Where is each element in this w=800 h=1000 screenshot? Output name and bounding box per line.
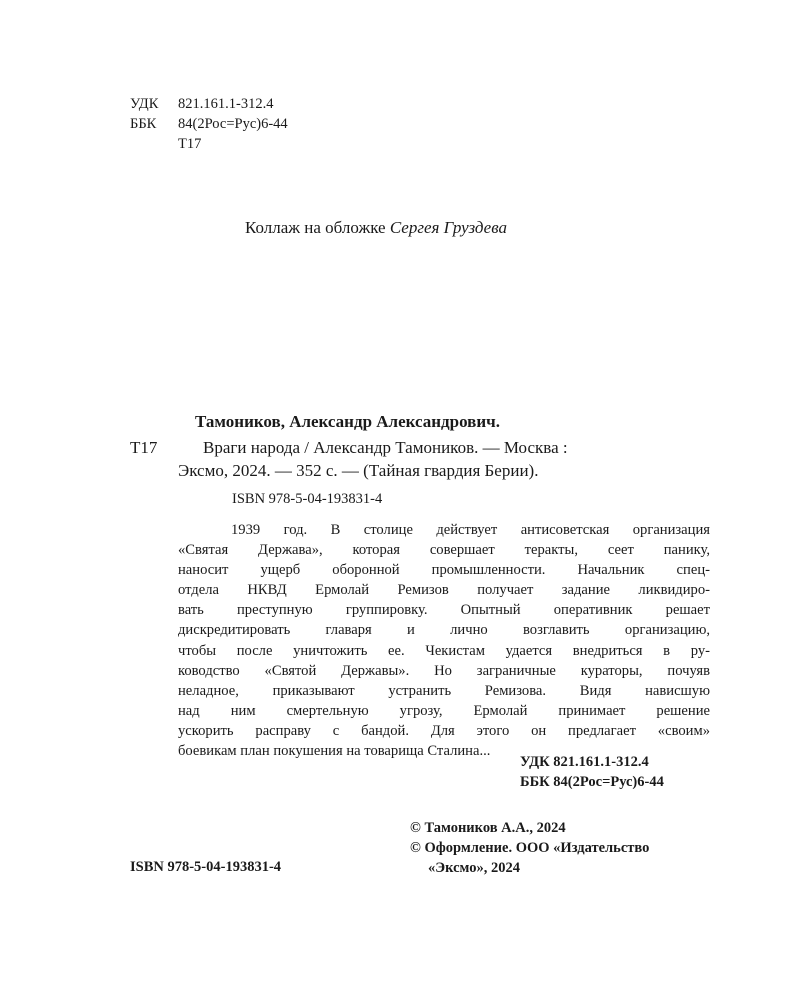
- isbn-bottom: ISBN 978-5-04-193831-4: [130, 859, 282, 875]
- bibliographic-line-1: Враги народа / Александр Тамоников. — Москва :: [203, 438, 568, 457]
- annotation-line: боевикам план покушения на товарища Сталина...: [178, 743, 491, 760]
- classification-block-bottom: [520, 752, 664, 792]
- copyright-design-continued: «Эксмо», 2024: [428, 860, 520, 876]
- annotation-line: ководство «Святой Державы». Но заграничные кураторы, почуяв: [178, 662, 710, 679]
- annotation-line: ускорить расправу с бандой. Для этого он предлагает «своим»: [178, 722, 710, 739]
- copyright-block: [410, 818, 649, 878]
- annotation-line: «Святая Держава», которая совершает теракты, сеет панику,: [178, 542, 710, 559]
- udk-bottom: УДК 821.161.1-312.4: [520, 754, 649, 770]
- annotation-line: отдела НКВД Ермолай Ремизов получает задание ликвидиро-: [178, 582, 710, 599]
- annotation-line: чтобы после уничтожить ее. Чекистам удается внедриться в ру-: [178, 642, 710, 659]
- bbk-bottom: ББК 84(2Рос=Рус)6-44: [520, 774, 664, 790]
- author-mark-row: [130, 134, 288, 154]
- annotation-line: над ним смертельную угрозу, Ермолай принимает решение: [178, 702, 710, 719]
- udk-label: УДК: [130, 96, 159, 112]
- classification-block-top: [130, 94, 288, 154]
- udk-row: [130, 94, 288, 114]
- author-heading: Тамоников, Александр Александрович.: [195, 412, 500, 431]
- copyright-design: © Оформление. ООО «Издательство: [410, 840, 650, 856]
- author-mark-side: Т17: [130, 438, 158, 457]
- bibliographic-line-2: Эксмо, 2024. — 352 с. — (Тайная гвардия Берии).: [178, 461, 539, 480]
- annotation-line: 1939 год. В столице действует антисоветская организация: [231, 522, 710, 538]
- annotation-line: неладное, приказывают устранить Ремизова. Видя нависшую: [178, 682, 710, 699]
- copyright-author: © Тамоников А.А., 2024: [410, 820, 566, 836]
- annotation: [178, 520, 710, 761]
- author-mark-top: Т17: [178, 136, 202, 152]
- udk-value: 821.161.1-312.4: [178, 96, 274, 112]
- bbk-value: 84(2Рос=Рус)6-44: [178, 116, 288, 132]
- cover-credit-prefix: Коллаж на обложке: [245, 218, 386, 237]
- cover-credit: [245, 218, 507, 238]
- cover-artist-name: Сергея Груздева: [389, 218, 507, 237]
- isbn-record: ISBN 978-5-04-193831-4: [232, 491, 383, 507]
- bbk-label: ББК: [130, 116, 157, 132]
- annotation-line: наносит ущерб оборонной промышленности. Начальник спец-: [178, 562, 710, 579]
- bbk-row: [130, 114, 288, 134]
- annotation-line: дискредитировать главаря и лично возглавить организацию,: [178, 622, 710, 639]
- annotation-line: вать преступную группировку. Опытный оперативник решает: [178, 602, 710, 619]
